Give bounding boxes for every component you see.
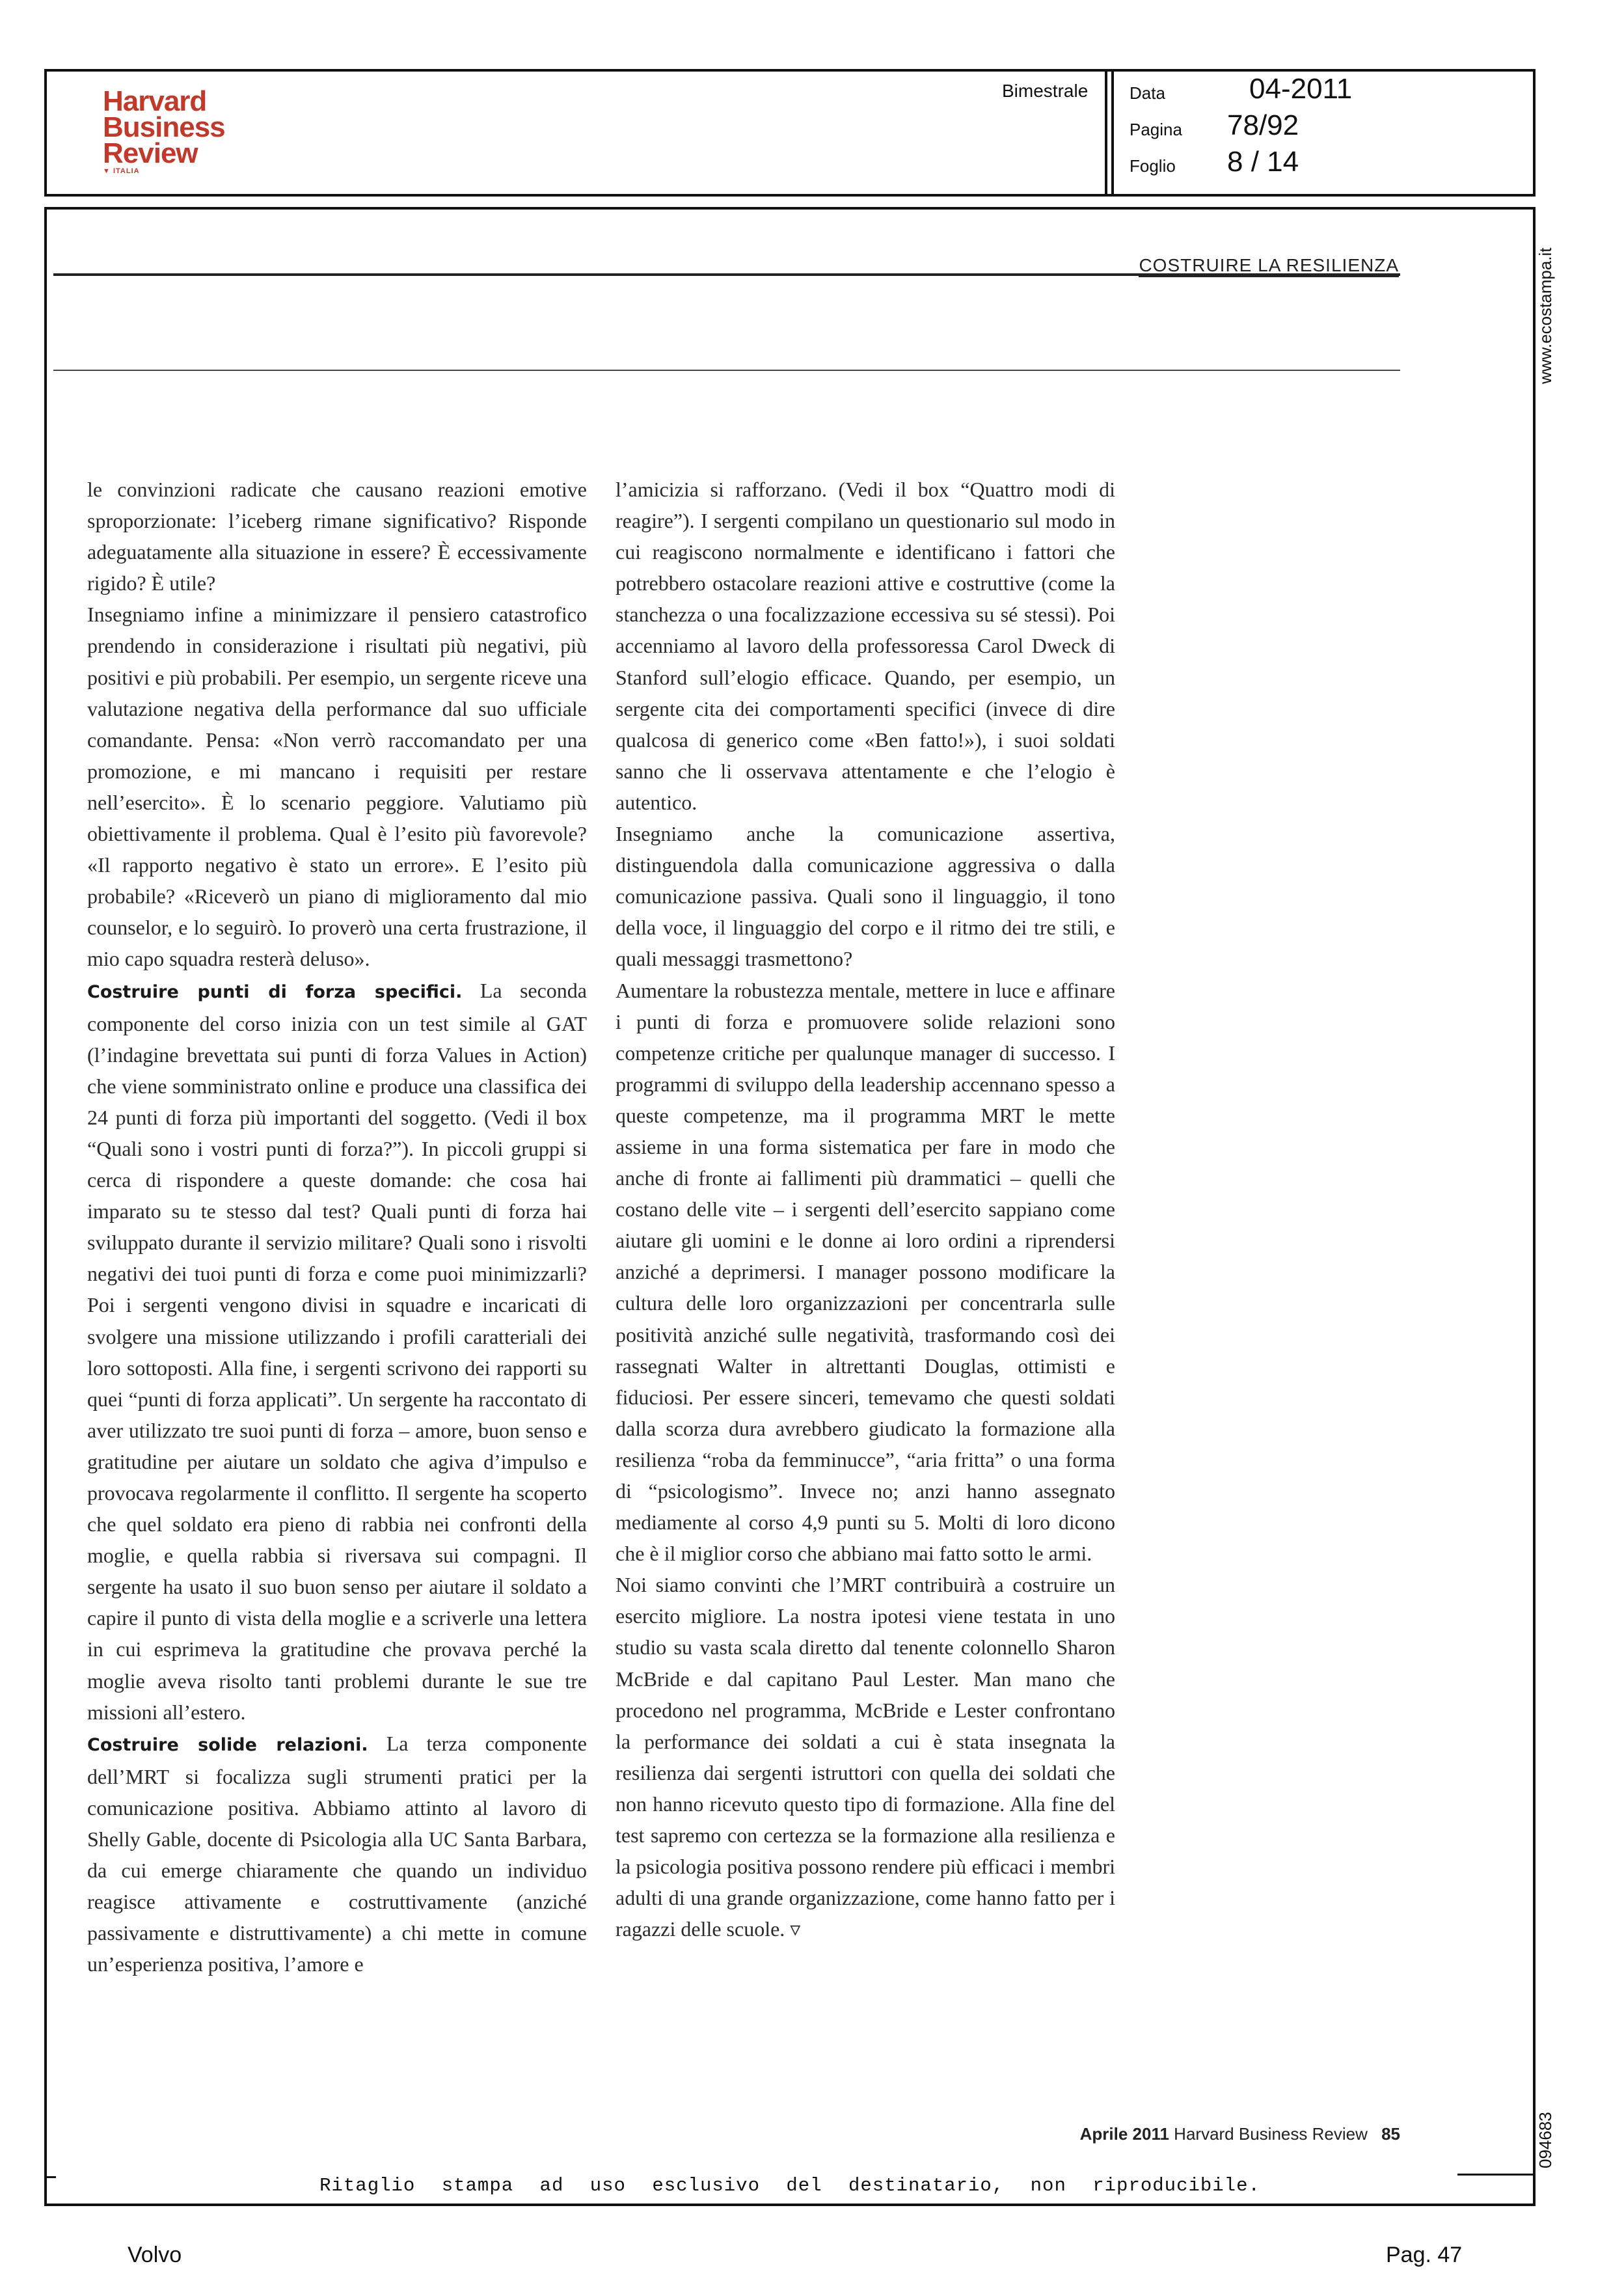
paragraph-text: Aumentare la robustezza mentale, mettere in luce e affinare i punti di forza e promuovere solide relazioni sono competenze critiche per qualunque manager di successo. I programmi di sviluppo della leadership accennano spesso a queste competenze, ma il programma MRT le mette assieme in una forma sistematica per fare in modo che anche di fronte ai fallimenti più drammatici – quelli che costano delle vite – i sergenti dell’esercito sappiano come aiutare gli uomini e le donne ai loro ordini a riprendersi anziché a deprimersi. I manager possono modificare la cultura delle loro organizzazioni per concentrarla sulle positività anziché sulle negatività, trasformando così dei rassegnati Walter in altrettanti Douglas, ottimisti e fiduciosi. Per essere sinceri, temevamo che questi soldati dalla scorza dura avrebbero giudicato la formazione alla resilienza “roba da femminucce”, “aria fritta” o una forma di “psicologismo”. Invece no; anzi hanno assegnato mediamente al corso 4,9 punti su 5. Molti di loro dicono che è il miglior corso che abbiano mai fatto sotto le armi. [616, 978, 1115, 1566]
paragraph-text: Insegniamo infine a minimizzare il pensiero catastrofico prendendo in considerazione i risultati più negativi, più positivi e più probabili. Per esempio, un sergente riceve una valutazione negativa della performance dal suo ufficiale comandante. Pensa: «Non verrò raccomandato per una promozione, e mi mancano i requisiti per restare nell’esercito». È lo scenario peggiore. Valutiamo più obiettivamente il problema. Qual è l’esito più favorevole? «Il rapporto negativo è stato un errore». E l’esito più probabile? «Riceverò un piano di miglioramento dal mio counselor, e lo seguirò. Io proverò una certa frustrazione, il mio capo squadra resterà deluso». [87, 603, 587, 971]
page-label: Pagina [1130, 120, 1182, 139]
article-paragraph [616, 818, 1115, 974]
section-title: COSTRUIRE LA RESILIENZA [976, 255, 1399, 276]
sheet-label: Foglio [1130, 156, 1176, 176]
paragraph-text: Noi siamo convinti che l’MRT contribuirà a costruire un esercito migliore. La nostra ipotesi viene testata in uno studio su vasta scala diretto dal tenente colonnello Sharon McBride e dal capitano Paul Lester. Man mano che procedono nel programma, McBride e Lester confrontano la performance dei soldati a cui è stata insegnata la resilienza dai sergenti istruttori con quella dei soldati che non hanno ricevuto questo tipo di formazione. Alla fine del test sapremo con certezza se la formazione alla resilienza e la psicologia positiva possono rendere più efficaci i membri adulti di una grande organizzazione, come hanno fatto per i ragazzi delle scuole. ▿ [616, 1573, 1115, 1941]
paragraph-text: Insegniamo anche la comunicazione assertiva, distinguendola dalla comunicazione aggressiva o dalla comunicazione passiva. Quali sono il linguaggio, il tono della voce, il linguaggio del corpo e il ritmo dei tre stili, e quali messaggi trasmettono? [616, 822, 1115, 971]
article-paragraph [87, 1728, 587, 1980]
date-value: 04-2011 [1249, 73, 1353, 105]
page-value: 78/92 [1227, 109, 1299, 141]
logo-line-3: Review [103, 137, 198, 169]
subsection-heading: Costruire solide relazioni. [87, 1734, 368, 1755]
hbr-logo [103, 85, 225, 176]
footer-magazine: Harvard Business Review [1174, 2124, 1368, 2144]
logo-line-1: Harvard [103, 85, 207, 117]
article-paragraph [616, 975, 1115, 1570]
header-divider [1105, 69, 1107, 197]
side-code-text: 094683 [1536, 2112, 1555, 2168]
footer-page-number: 85 [1381, 2124, 1400, 2144]
paragraph-text: La seconda componente del corso inizia con un test simile al GAT (l’indagine brevettata sui punti di forza Values in Action) che viene somministrato online e produce una classifica dei 24 punti di forza più importanti del soggetto. (Vedi il box “Quali sono i vostri punti di forza?”). In piccoli gruppi si cerca di rispondere a queste domande: che cosa hai imparato su te stesso dal test? Quali punti di forza hai sviluppato durante il servizio militare? Quali sono i risvolti negativi dei tuoi punti di forza e come puoi minimizzarli? Poi i sergenti vengono divisi in squadre e incaricati di svolgere una missione utilizzando i profili caratteriali dei loro sottoposti. Alla fine, i sergenti scrivono dei rapporti su quei “punti di forza applicati”. Un sergente ha raccontato di aver utilizzato tre suoi punti di forza – amore, buon senso e gratitudine per aiutare un soldato che agiva d’impulso e provocava regolarmente il conflitto. Il sergente ha scoperto che quel soldato era pieno di rabbia nei confronti della moglie, e quella rabbia si riversava sui compagni. Il sergente ha usato il suo buon senso per aiutare il soldato a capire il punto di vista della moglie e a scriverle una lettera in cui esprimeva la gratitudine che provava perché la moglie aveva risolto tanti problemi durante le sue tre missioni all’estero. [87, 978, 588, 1724]
article-paragraph [87, 474, 587, 599]
clipping-note: Ritaglio stampa ad uso esclusivo del destinatario, non riproducibile. [319, 2175, 1260, 2196]
paragraph-text: La terza componente dell’MRT si focalizza sugli strumenti pratici per la comunicazione positiva. Abbiamo attinto al lavoro di Shelly Gable, docente di Psicologia alla UC Santa Barbara, da cui emerge chiaramente che quando un individuo reagisce attivamente e costruttivamente (anziché passivamente e distruttivamente) a chi mette in comune un’esperienza positiva, l’amore e [87, 1731, 588, 1976]
paragraph-text: le convinzioni radicate che causano reazioni emotive sproporzionate: l’iceberg rimane significativo? Risponde adeguatamente alla situazione in essere? È eccessivamente rigido? È utile? [87, 478, 587, 595]
article-paragraph [616, 474, 1115, 818]
article-paragraph [616, 1569, 1115, 1945]
sheet-value: 8 / 14 [1227, 146, 1299, 178]
article-paragraph [87, 975, 587, 1728]
paragraph-text: l’amicizia si rafforzano. (Vedi il box “Quattro modi di reagire”). I sergenti compilano un questionario sul modo in cui reagiscono normalmente e identificano i fattori che potrebbero ostacolare reazioni attive e costruttive (come la stanchezza o una focalizzazione eccessiva su sé stessi). Poi accenniamo al lavoro della professoressa Carol Dweck di Stanford sull’elogio efficace. Quando, per esempio, un sergente cita dei comportamenti specifici (invece di dire qualcosa di generico come «Ben fatto!»), i suoi soldati sanno che li osservava attentamente e che l’elogio è autentico. [616, 478, 1115, 814]
side-code [1530, 2108, 1569, 2174]
section-rule-thin [53, 370, 1400, 371]
page-footer [846, 2124, 1400, 2144]
date-label: Data [1130, 83, 1165, 103]
article-column-2 [616, 474, 1115, 1945]
header-divider [1111, 69, 1114, 197]
footer-month: Aprile 2011 [1079, 2124, 1169, 2144]
side-url [1530, 221, 1569, 390]
doc-footer-client: Volvo [128, 2243, 182, 2267]
logo-line-2: Business [103, 111, 225, 143]
periodicity: Bimestrale [1002, 81, 1089, 101]
side-url-text: www.ecostampa.it [1536, 247, 1555, 384]
article-paragraph [87, 599, 587, 974]
article-column-1 [87, 474, 587, 1980]
logo-edition: ▼ ITALIA [103, 167, 140, 175]
subsection-heading: Costruire punti di forza specifici. [87, 981, 463, 1002]
doc-footer-page: Pag. 47 [1386, 2243, 1463, 2267]
